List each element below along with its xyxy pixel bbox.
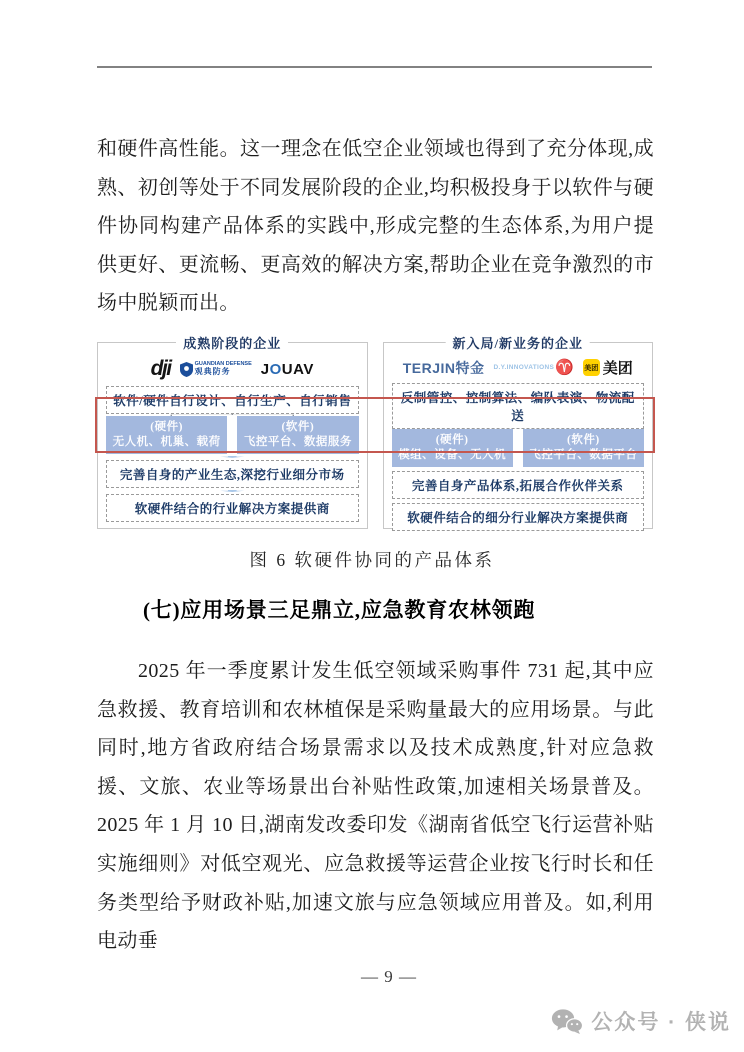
positioning-box: 软硬件结合的行业解决方案提供商 bbox=[106, 494, 359, 522]
strategy-box: 完善自身产品体系,拓展合作伙伴关系 bbox=[392, 471, 645, 499]
figure-panel-new bbox=[383, 336, 654, 529]
software-box: (软件) 飞控平台、数据服务 bbox=[237, 416, 358, 454]
meituan-logo: 美团 美团 bbox=[584, 360, 633, 377]
positioning-box: 软硬件结合的细分行业解决方案提供商 bbox=[392, 503, 645, 531]
figure-6 bbox=[97, 332, 653, 529]
wechat-icon bbox=[551, 1008, 583, 1035]
software-box: (软件) 飞控平台、数据平台 bbox=[523, 429, 644, 467]
figure-panel-mature bbox=[97, 336, 368, 529]
watermark bbox=[551, 1003, 731, 1039]
logo-row bbox=[392, 357, 645, 378]
section-heading: (七)应用场景三足鼎立,应急教育农林领跑 bbox=[143, 598, 536, 622]
paragraph-2: 2025 年一季度累计发生低空领域采购事件 731 起,其中应急救援、教育培训和农林植保是采购量最大的应用场景。与此同时,地方省政府结合场景需求以及技术成熟度,针对应急救援、文旅、农业等场景出台补贴性政策,加速相关场景普及。2025 年 1 月 10 日,湖南发改委印发《湖南省低空飞行运营补贴实施细则》对低空观光、应急救援等运营企业按飞行时长和任务类型给予财政补贴,加速文旅与应急领域应用普及。如,利用电动垂 bbox=[97, 660, 654, 953]
hardware-box: (硬件) 无人机、机巢、载荷 bbox=[106, 416, 227, 454]
product-boxes bbox=[106, 416, 359, 454]
strategy-box: 完善自身的产业生态,深挖行业细分市场 bbox=[106, 460, 359, 488]
page-number: — 9 — bbox=[361, 967, 417, 986]
hardware-box: (硬件) 模组、设备、无人机 bbox=[392, 429, 513, 467]
guandian-cn-text: 观典防务 bbox=[194, 366, 231, 376]
terjin-logo: TERJIN特金 bbox=[402, 359, 485, 376]
ram-horn-icon: ♈ bbox=[555, 359, 574, 376]
meituan-badge-icon: 美团 bbox=[583, 359, 600, 376]
guandian-defense-logo bbox=[180, 362, 252, 377]
header-rule bbox=[97, 66, 652, 68]
shield-icon bbox=[180, 362, 193, 377]
down-arrow-icon bbox=[220, 490, 244, 492]
dji-logo: dji bbox=[150, 357, 171, 380]
jouav-logo: JOUAV bbox=[260, 360, 314, 378]
panel-title: 新入局/新业务的企业 bbox=[445, 333, 590, 352]
logo-row bbox=[106, 357, 359, 381]
product-boxes bbox=[392, 429, 645, 467]
panel-title: 成熟阶段的企业 bbox=[176, 333, 288, 352]
watermark-text: 公众号 · 侠说 bbox=[591, 1011, 731, 1034]
capability-box: 反制管控、控制算法、编队表演、物流配送 bbox=[392, 383, 645, 429]
down-arrow-icon bbox=[220, 456, 244, 458]
guandian-en-text: GUANDIAN DEFENSE bbox=[194, 360, 252, 367]
paragraph-1: 和硬件高性能。这一理念在低空企业领域也得到了充分体现,成熟、初创等处于不同发展阶段的企业,均积极投身于以软件与硬件协同构建产品体系的实践中,形成完整的生态体系,为用户提供更好、更流畅、更高效的解决方案,帮助企业在竞争激烈的市场中脱颖而出。 bbox=[97, 138, 654, 315]
figure-caption: 图 6 软硬件协同的产品体系 bbox=[249, 550, 495, 570]
capability-box: 软件/硬件自行设计、自行生产、自行销售 bbox=[106, 386, 359, 414]
dy-innovations-logo: D.Y.INNOVATIONS ♈ bbox=[493, 359, 574, 376]
